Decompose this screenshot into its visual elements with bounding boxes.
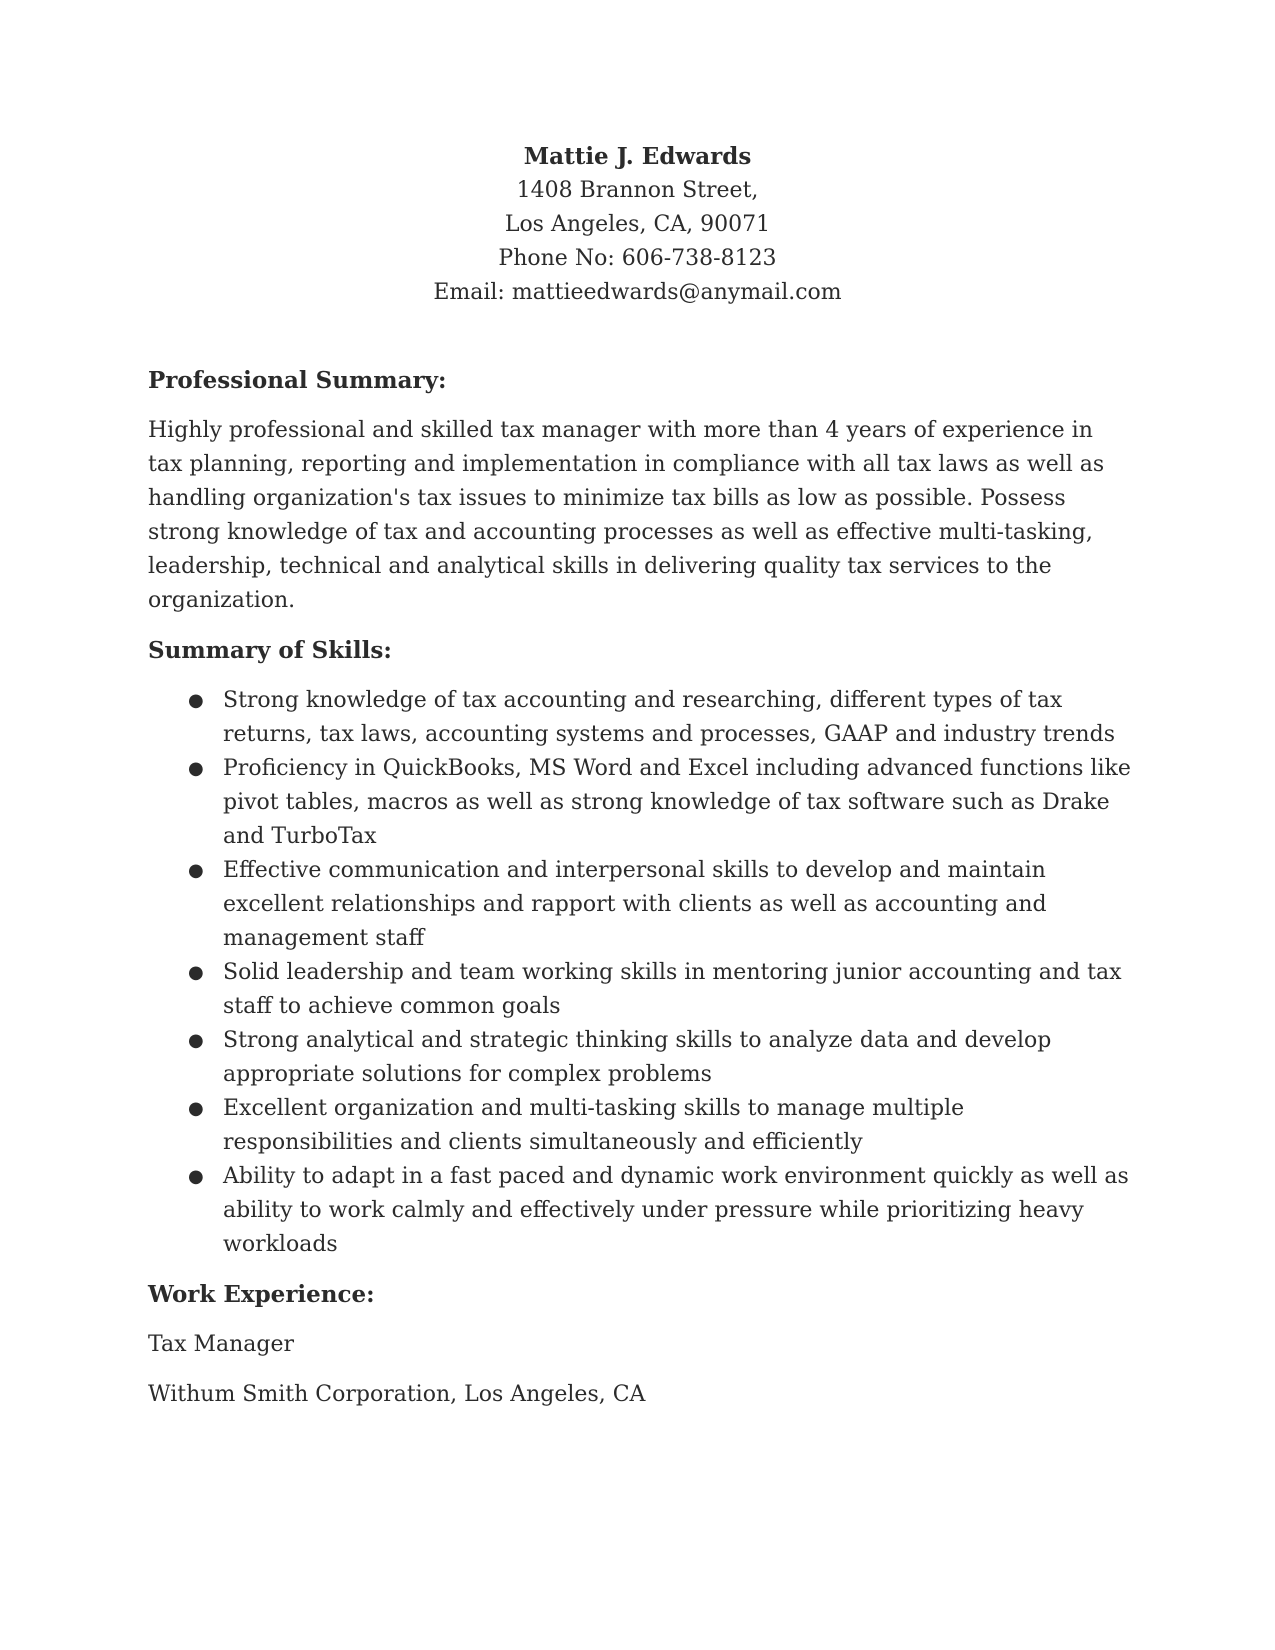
job-title: Tax Manager (148, 1332, 295, 1357)
skill-text: Solid leadership and team working skills in mentoring junior accounting and tax staff to achieve common goals (223, 960, 1122, 1019)
bullet-icon: ● (188, 860, 204, 881)
email-address: Email: mattieedwards@anymail.com (433, 280, 842, 305)
phone-number: Phone No: 606-738-8123 (498, 246, 777, 271)
skills-list (148, 684, 1133, 1262)
bullet-icon: ● (188, 758, 204, 779)
contact-block (0, 140, 1275, 310)
skill-item (148, 1160, 1133, 1262)
address-line-1: 1408 Brannon Street, (516, 178, 759, 203)
bullet-icon: ● (188, 1166, 204, 1187)
skills-heading: Summary of Skills: (148, 637, 392, 664)
skill-item (148, 956, 1133, 1024)
professional-summary-heading: Professional Summary: (148, 367, 447, 394)
company-location: Withum Smith Corporation, Los Angeles, CA (148, 1382, 646, 1407)
professional-summary-text: Highly professional and skilled tax manager with more than 4 years of experience in tax planning, reporting and implementation in compliance with all tax laws as well as handling organization's tax issues to minimize tax bills as low as possible. Possess strong knowledge of tax and accounting processes as well as effective multi-tasking, leadership, technical and analytical skills in delivering quality tax services to the organization. (148, 418, 1105, 613)
bullet-icon: ● (188, 962, 204, 983)
address-line-2: Los Angeles, CA, 90071 (504, 212, 771, 237)
skill-text: Effective communication and interpersonal skills to develop and maintain excellent relationships and rapport with clients as well as accounting and management staff (223, 858, 1047, 951)
work-experience-heading: Work Experience: (148, 1281, 375, 1308)
skill-text: Strong analytical and strategic thinking skills to analyze data and develop appropriate solutions for complex problems (223, 1028, 1052, 1087)
skill-text: Proficiency in QuickBooks, MS Word and Excel including advanced functions like pivot tables, macros as well as strong knowledge of tax software such as Drake and TurboTax (223, 756, 1131, 849)
skill-text: Excellent organization and multi-tasking skills to manage multiple responsibilities and clients simultaneously and efficiently (223, 1096, 965, 1155)
skill-text: Ability to adapt in a fast paced and dynamic work environment quickly as well as ability to work calmly and effectively under pressure while prioritizing heavy workloads (223, 1164, 1129, 1257)
bullet-icon: ● (188, 690, 204, 711)
bullet-icon: ● (188, 1030, 204, 1051)
skill-item (148, 684, 1133, 752)
skill-item (148, 854, 1133, 956)
skill-item (148, 1092, 1133, 1160)
skill-text: Strong knowledge of tax accounting and researching, different types of tax returns, tax laws, accounting systems and processes, GAAP and industry trends (223, 688, 1115, 747)
bullet-icon: ● (188, 1098, 204, 1119)
skill-item (148, 752, 1133, 854)
candidate-name: Mattie J. Edwards (523, 143, 752, 170)
skill-item (148, 1024, 1133, 1092)
resume-body (148, 364, 1133, 1412)
